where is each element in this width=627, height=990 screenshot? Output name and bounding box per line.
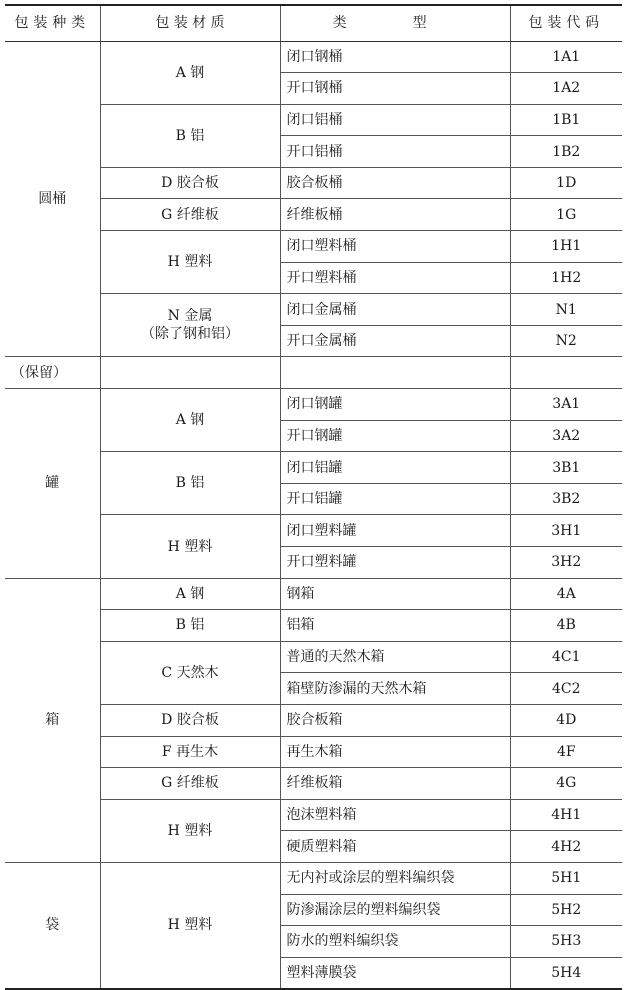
code-cell: 1H1: [510, 231, 622, 263]
material-cell: B 铝: [100, 104, 280, 167]
type-cell: 无内衬或涂层的塑料编织袋: [280, 862, 510, 894]
type-cell: 钢箱: [280, 578, 510, 610]
table-header: [5, 5, 622, 41]
material-cell: A 钢: [100, 41, 280, 104]
code-cell: 4F: [510, 736, 622, 768]
type-cell: 开口钢桶: [280, 73, 510, 105]
code-cell: 3H1: [510, 515, 622, 547]
type-cell: 胶合板箱: [280, 704, 510, 736]
material-cell: D 胶合板: [100, 167, 280, 199]
type-cell: 闭口钢桶: [280, 41, 510, 73]
code-cell: 4C2: [510, 673, 622, 705]
type-cell: 塑料薄膜袋: [280, 957, 510, 989]
material-cell: D 胶合板: [100, 704, 280, 736]
category-cell: 罐: [5, 389, 100, 579]
type-cell: 开口金属桶: [280, 325, 510, 357]
category-cell: （保留）: [5, 357, 100, 389]
table-body: [5, 41, 622, 989]
material-cell: [100, 294, 280, 357]
type-cell: 开口塑料桶: [280, 262, 510, 294]
material-cell: H 塑料: [100, 515, 280, 578]
type-cell: 闭口铝桶: [280, 104, 510, 136]
type-cell: 再生木箱: [280, 736, 510, 768]
material-cell: H 塑料: [100, 231, 280, 294]
code-cell: 3B1: [510, 452, 622, 484]
code-cell: 5H4: [510, 957, 622, 989]
code-cell: 1H2: [510, 262, 622, 294]
type-cell: 纤维板箱: [280, 768, 510, 800]
category-cell: 箱: [5, 578, 100, 862]
material-cell: G 纤维板: [100, 199, 280, 231]
category-cell: 圆桶: [5, 41, 100, 357]
code-cell: 5H1: [510, 862, 622, 894]
header-category: 包装种类: [5, 5, 100, 41]
material-cell: B 铝: [100, 452, 280, 515]
material-cell: F 再生木: [100, 736, 280, 768]
type-cell: 开口塑料罐: [280, 547, 510, 579]
type-cell: 防水的塑料编织袋: [280, 926, 510, 958]
code-cell: 3A1: [510, 389, 622, 421]
type-cell: 闭口铝罐: [280, 452, 510, 484]
material-cell: H 塑料: [100, 862, 280, 988]
material-note: （除了钢和铝）: [141, 326, 239, 343]
type-cell: 闭口塑料罐: [280, 515, 510, 547]
material-cell: C 天然木: [100, 641, 280, 704]
code-cell: 3B2: [510, 483, 622, 515]
code-cell: 5H2: [510, 894, 622, 926]
type-cell: 泡沫塑料箱: [280, 799, 510, 831]
code-cell: 5H3: [510, 926, 622, 958]
code-cell: 1D: [510, 167, 622, 199]
type-cell: 开口铝罐: [280, 483, 510, 515]
type-cell: 胶合板桶: [280, 167, 510, 199]
material-label: N 金属: [167, 308, 213, 325]
code-cell: 4G: [510, 768, 622, 800]
header-code: 包装代码: [510, 5, 622, 41]
code-cell: 1A2: [510, 73, 622, 105]
material-cell: A 钢: [100, 578, 280, 610]
type-cell: 闭口塑料桶: [280, 231, 510, 263]
type-cell: 纤维板桶: [280, 199, 510, 231]
code-cell: 4C1: [510, 641, 622, 673]
type-cell: 闭口金属桶: [280, 294, 510, 326]
code-cell: 4A: [510, 578, 622, 610]
code-cell: 3H2: [510, 547, 622, 579]
code-cell: 4H2: [510, 831, 622, 863]
material-cell: H 塑料: [100, 799, 280, 862]
table-row: [5, 578, 622, 610]
material-cell: B 铝: [100, 610, 280, 642]
type-cell: [280, 357, 510, 389]
header-material: 包 装 材 质: [100, 5, 280, 41]
material-cell: [100, 357, 280, 389]
code-cell: 1G: [510, 199, 622, 231]
type-cell: 硬质塑料箱: [280, 831, 510, 863]
code-cell: 1A1: [510, 41, 622, 73]
code-cell: 4H1: [510, 799, 622, 831]
type-cell: 闭口钢罐: [280, 389, 510, 421]
code-cell: N1: [510, 294, 622, 326]
type-cell: 铝箱: [280, 610, 510, 642]
table-row: [5, 862, 622, 894]
type-cell: 防渗漏涂层的塑料编织袋: [280, 894, 510, 926]
type-cell: 开口钢罐: [280, 420, 510, 452]
material-cell: G 纤维板: [100, 768, 280, 800]
type-cell: 开口铝桶: [280, 136, 510, 168]
code-cell: 1B1: [510, 104, 622, 136]
material-cell: A 钢: [100, 389, 280, 452]
table-row: [5, 41, 622, 73]
code-cell: 3A2: [510, 420, 622, 452]
category-cell: 袋: [5, 862, 100, 988]
type-cell: 普通的天然木箱: [280, 641, 510, 673]
table-row: [5, 357, 622, 389]
header-type: 类 型: [280, 5, 510, 41]
code-cell: 4B: [510, 610, 622, 642]
type-cell: 箱壁防渗漏的天然木箱: [280, 673, 510, 705]
code-cell: 1B2: [510, 136, 622, 168]
packaging-code-table: [5, 4, 622, 990]
code-cell: N2: [510, 325, 622, 357]
code-cell: 4D: [510, 704, 622, 736]
table-row: [5, 389, 622, 421]
code-cell: [510, 357, 622, 389]
header-row: [5, 5, 622, 41]
